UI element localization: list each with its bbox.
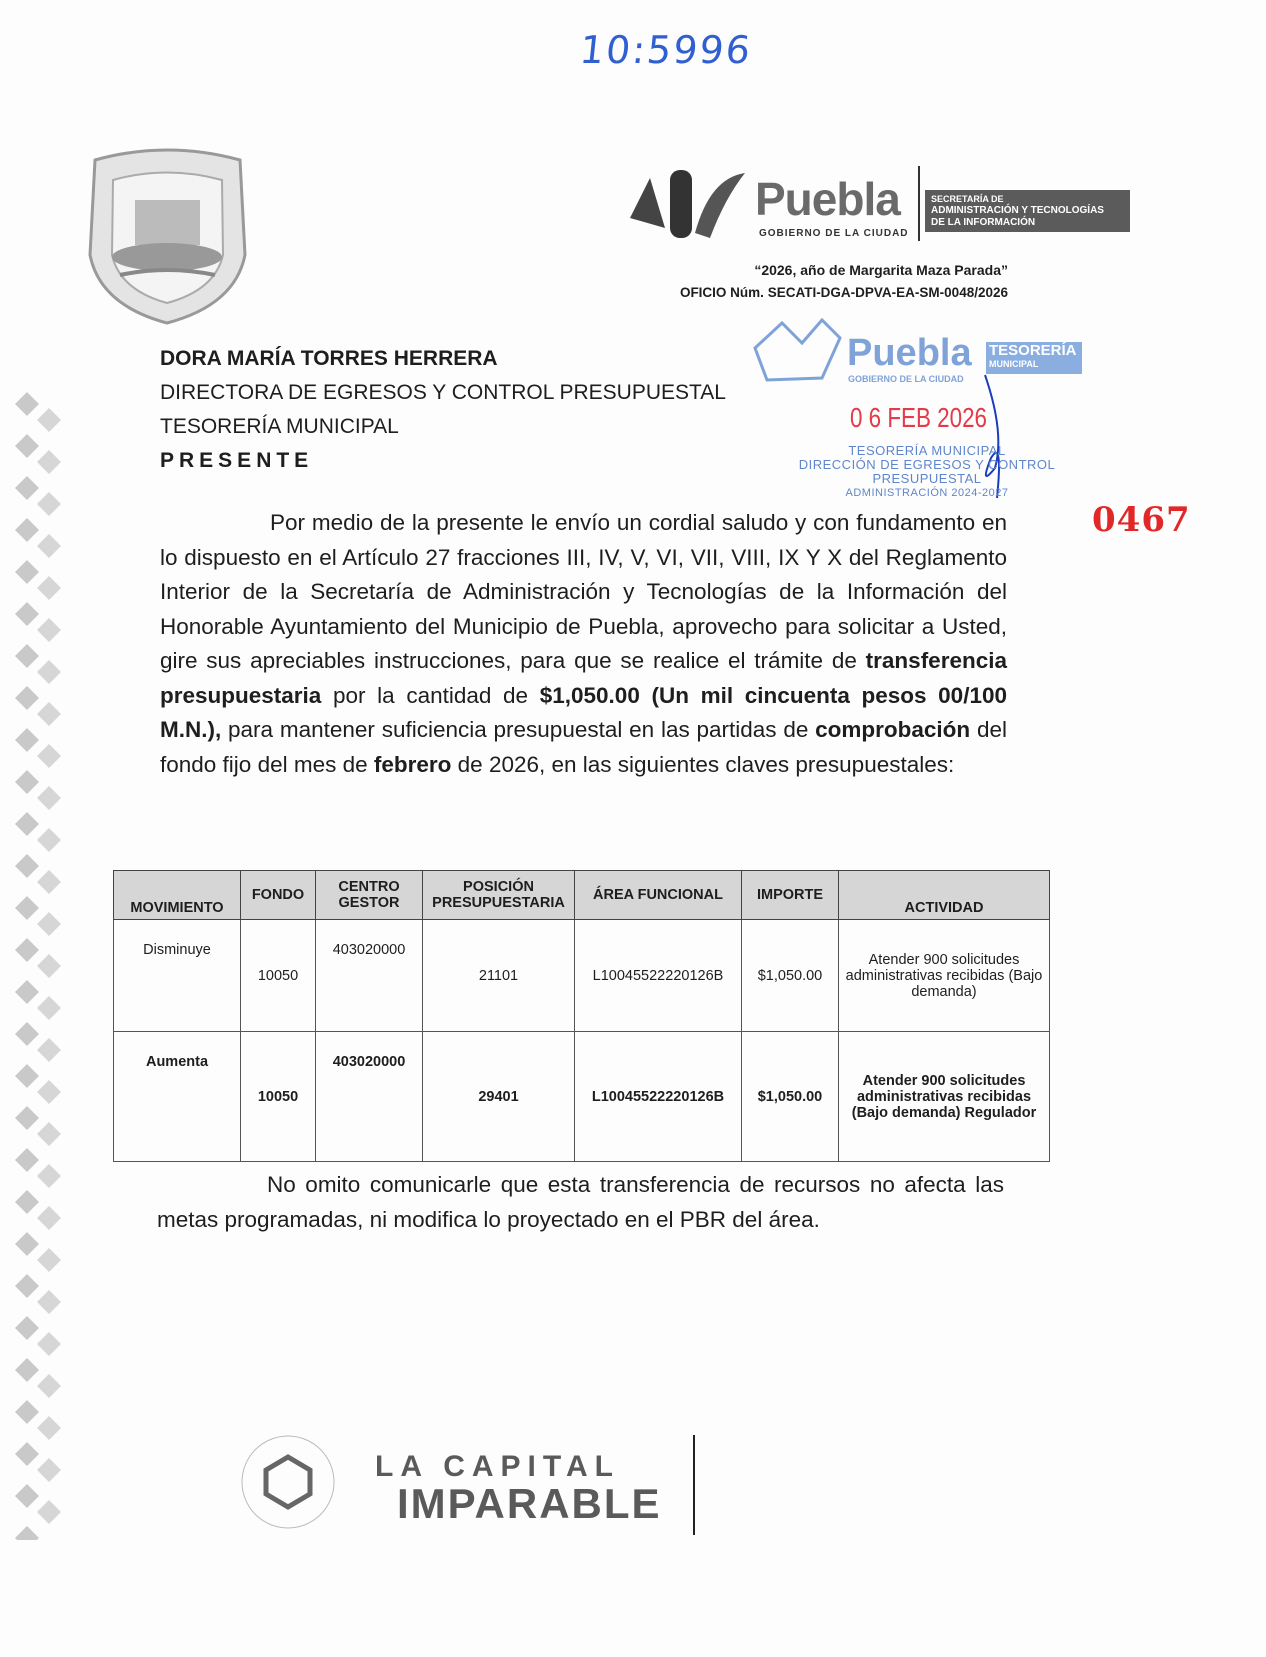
secretaria-label [925, 190, 1130, 232]
stamp-dep-line: ADMINISTRACIÓN 2024-2027 [845, 487, 1009, 499]
header-cell: CENTRO GESTOR [316, 871, 423, 920]
body-paragraph-1: Por medio de la presente le envío un cordial saludo y con fundamento en lo dispuesto en el Artículo 27 fracciones III, IV, V, VI, VII, VIII, IX Y X del Reglamento Interior de la Secretaría de Administración y Tecnologías de la Información del Honorable Ayuntamiento del Municipio de Puebla, aprovecho para solicitar a Usted, gire sus apreciables instrucciones, para que se realice el trámite de transferencia presupuestaria por la cantidad de $1,050.00 (Un mil cincuenta pesos 00/100 M.N.), para mantener suficiencia presupuestal en las partidas de comprobación del fondo fijo del mes de febrero de 2026, en las siguientes claves presupuestales: [160, 510, 1007, 777]
table-cell: 10050 [241, 920, 316, 1032]
table-cell: L10045522220126B [575, 920, 742, 1032]
stamp-department [772, 444, 1082, 500]
table-cell: Aumenta [114, 1032, 241, 1162]
budget-transfer-table [113, 870, 1050, 1162]
secretaria-line: ADMINISTRACIÓN Y TECNOLOGÍAS [931, 205, 1104, 216]
body-paragraph-2: No omito comunicarle que esta transferencia de recursos no afecta las metas programadas, ni modifica lo proyectado en el PBR del área. [157, 1172, 1004, 1232]
city-seal-logo [85, 145, 250, 325]
igualdad-laboral-seal [238, 1432, 338, 1532]
puebla-secati-logo [625, 158, 1135, 243]
presente-label: PRESENTE [160, 449, 314, 472]
stamp-logo-word: Puebla [847, 332, 972, 374]
stamp-box-subtitle: MUNICIPAL [989, 359, 1039, 369]
logo-divider [918, 166, 920, 241]
decorative-border-strip [15, 390, 65, 1540]
table-cell: Atender 900 solicitudes administrativas recibidas (Bajo demanda) [839, 920, 1050, 1032]
table-cell: 29401 [423, 1032, 575, 1162]
stamp-dep-line: TESORERÍA MUNICIPAL [848, 443, 1006, 458]
table-header-row [114, 871, 1050, 920]
stamp-box-title: TESORERÍA [989, 342, 1077, 359]
addressee-name: DORA MARÍA TORRES HERRERA [160, 347, 498, 370]
addressee-position: DIRECTORA DE EGRESOS Y CONTROL PRESUPUESTAL [160, 381, 726, 404]
slogan-line-2: IMPARABLE [397, 1480, 662, 1527]
addressee-office: TESORERÍA MUNICIPAL [160, 415, 399, 438]
table-cell: Disminuye [114, 920, 241, 1032]
addressee-block [160, 342, 726, 478]
stamp-dep-line: PRESUPUESTAL [872, 471, 982, 486]
header-cell: FONDO [241, 871, 316, 920]
header-cell: IMPORTE [742, 871, 839, 920]
table-row [114, 920, 1050, 1032]
table-cell: 21101 [423, 920, 575, 1032]
slogan-line-1: LA CAPITAL [375, 1450, 620, 1483]
stamp-emblem-icon [752, 318, 842, 383]
logo-word: Puebla [755, 173, 900, 225]
logo-subtitle: GOBIERNO DE LA CIUDAD [759, 228, 909, 239]
secretaria-line: SECRETARÍA DE [931, 194, 1004, 204]
footer-divider [693, 1435, 695, 1535]
secretaria-line: DE LA INFORMACIÓN [931, 217, 1036, 228]
stamp-dep-line: DIRECCIÓN DE EGRESOS Y CONTROL [798, 457, 1056, 472]
table-cell: 10050 [241, 1032, 316, 1162]
handwritten-note: 10:5996 [577, 28, 755, 72]
header-cell: POSICIÓN PRESUPUESTARIA [423, 871, 575, 920]
stamp-tesoreria-box [986, 342, 1082, 374]
header-cell: ÁREA FUNCIONAL [575, 871, 742, 920]
oficio-number: OFICIO Núm. SECATI-DGA-DPVA-EA-SM-0048/2026 [679, 285, 1008, 300]
table-cell: 403020000 [316, 920, 423, 1032]
folio-number: 0467 [1092, 500, 1191, 540]
puebla-emblem-icon [625, 158, 750, 243]
year-motto: “2026, año de Margarita Maza Parada” [754, 262, 1008, 278]
la-capital-imparable-logo [375, 1450, 662, 1527]
stamp-logo-subtitle: GOBIERNO DE LA CIUDAD [848, 374, 964, 384]
header-cell: ACTIVIDAD [839, 871, 1050, 920]
table-cell: Atender 900 solicitudes administrativas recibidas (Bajo demanda) Regulador [839, 1032, 1050, 1162]
header-cell: MOVIMIENTO [114, 871, 241, 920]
table-cell: $1,050.00 [742, 920, 839, 1032]
reception-stamp [752, 318, 1082, 508]
table-cell: 403020000 [316, 1032, 423, 1162]
table-cell: $1,050.00 [742, 1032, 839, 1162]
table-row [114, 1032, 1050, 1162]
table-cell: L10045522220126B [575, 1032, 742, 1162]
stamp-date: 0 6 FEB 2026 [850, 402, 987, 433]
